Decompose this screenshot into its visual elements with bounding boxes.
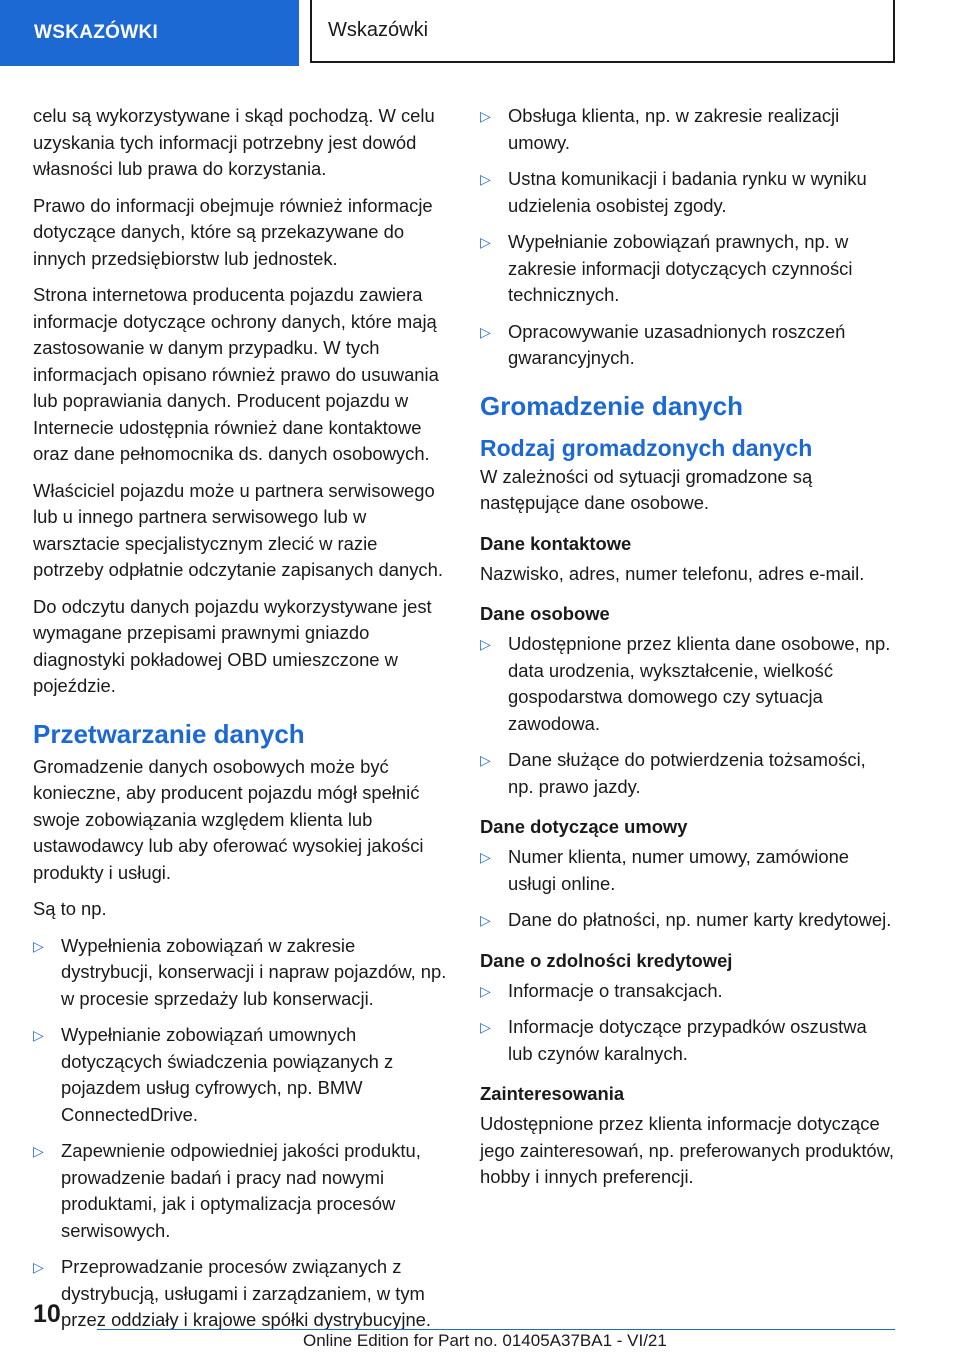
triangle-bullet-icon: ▷ (480, 752, 491, 768)
personal-list (480, 631, 896, 800)
list-item: ▷ Informacje o transakcjach. (480, 978, 896, 1005)
list-item: ▷ Przeprowadzanie procesów związanych z dystrybucją, usługami i zarządzaniem, w tym przez oddziały i krajowe spółki dystrybucyjne. (33, 1256, 432, 1330)
paragraph: Gromadzenie danych osobowych może być konieczne, aby producent pojazdu mógł spełnić swoje zobowiązania względem klienta lub ustawodawcy lub aby oferować wysokiej jakości produkty i usługi. (33, 755, 424, 883)
triangle-bullet-icon: ▷ (33, 937, 44, 954)
paragraph: W zależności od sytuacji gromadzone są następujące dane osobowe. (480, 465, 813, 513)
page-header (0, 0, 960, 66)
triangle-bullet-icon: ▷ (480, 912, 491, 928)
subheading-contract: Dane dotyczące umowy (480, 816, 688, 837)
subheading-credit: Dane o zdolności kredytowej (480, 949, 733, 971)
paragraph: Są to np. (33, 898, 107, 919)
paragraph: Do odczytu danych pojazdu wykorzystywane jest wymagane przepisami prawnymi gniazdo diagnostyki pokładowej OBD umieszczone w pojeździe. (33, 595, 432, 696)
triangle-bullet-icon: ▷ (33, 1027, 44, 1043)
paragraph: Nazwisko, adres, numer telefonu, adres e-mail. (480, 562, 865, 584)
list-item: ▷ Ustna komunikacji i badania rynku w wyniku udzielenia osobistej zgody. (480, 168, 867, 216)
list-item: ▷ Zapewnienie odpowiedniej jakości produktu, prowadzenie badań i pracy nad nowymi produktami, jak i optymalizacja procesów serwisowych. (33, 1140, 421, 1241)
list-item: ▷ Wypełnianie zobowiązań umownych dotyczących świadczenia powiązanych z pojazdem usług cyfrowych, np. BMW ConnectedDrive. (33, 1024, 394, 1125)
triangle-bullet-icon: ▷ (480, 234, 491, 250)
triangle-bullet-icon: ▷ (480, 982, 491, 999)
list-item: ▷ Numer klienta, numer umowy, zamówione usługi online. (480, 846, 850, 894)
section-heading-collection: Gromadzenie danych (480, 390, 743, 421)
footer-edition: Online Edition for Part no. 01405A37BA1 - VI/21 (303, 1331, 667, 1350)
triangle-bullet-icon: ▷ (480, 108, 491, 124)
footer-divider (97, 1329, 895, 1330)
paragraph: Prawo do informacji obejmuje również informacje dotyczące danych, które są przekazywane do innych przedsiębiorstw lub jednostek. (33, 194, 433, 269)
section-heading-processing: Przetwarzanie danych (33, 718, 305, 749)
processing-list (33, 933, 449, 1334)
subsection-heading-types: Rodzaj gromadzonych danych (480, 434, 813, 461)
paragraph: Udostępnione przez klienta informacje dotyczące jego zainteresowań, np. preferowanych produktów, hobby i innych preferencji. (480, 1113, 895, 1187)
triangle-bullet-icon: ▷ (33, 1259, 44, 1275)
section-tab: WSKAZÓWKI (0, 0, 299, 66)
list-item: ▷ Obsługa klienta, np. w zakresie realizacji umowy. (480, 105, 840, 153)
list-item: ▷ Wypełnienia zobowiązań w zakresie dystrybucji, konserwacji i napraw pojazdów, np. w procesie sprzedaży lub konserwacji. (33, 934, 447, 1009)
page-number: 10 (33, 1300, 61, 1328)
paragraph: Właściciel pojazdu może u partnera serwisowego lub u innego partnera serwisowego lub w warsztacie specjalistycznym zlecić w razie potrzeby odpłatnie odczytanie zapisanych danych. (33, 479, 443, 580)
left-column (33, 103, 449, 1344)
processing-list-continued (480, 103, 896, 372)
subheading-contact: Dane kontaktowe (480, 532, 632, 554)
triangle-bullet-icon: ▷ (480, 636, 491, 652)
chapter-title: Wskazówki (310, 0, 895, 63)
triangle-bullet-icon: ▷ (480, 1019, 491, 1035)
contract-list (480, 844, 896, 934)
right-column (480, 103, 896, 1201)
triangle-bullet-icon: ▷ (33, 1143, 44, 1159)
list-item: ▷ Udostępnione przez klienta dane osobowe, np. data urodzenia, wykształcenie, wielkość gospodarstwa domowego czy sytuacja zawodowa. (480, 633, 891, 734)
list-item: ▷ Wypełnianie zobowiązań prawnych, np. w zakresie informacji dotyczących czynności technicznych. (480, 231, 853, 305)
subheading-interests: Zainteresowania (480, 1083, 625, 1104)
credit-list (480, 978, 896, 1068)
paragraph: Strona internetowa producenta pojazdu zawiera informacje dotyczące ochrony danych, które mają zastosowanie w danym przypadku. W tych informacjach opisano również prawo do usuwania lub poprawiania danych. Producent pojazdu w Internecie udostępnia również dane kontaktowe oraz dane pełnomocnika ds. danych osobowych. (33, 284, 439, 464)
list-item: ▷ Opracowywanie uzasadnionych roszczeń gwarancyjnych. (480, 320, 846, 368)
triangle-bullet-icon: ▷ (480, 849, 491, 865)
subheading-personal: Dane osobowe (480, 603, 610, 624)
list-item: ▷ Dane do płatności, np. numer karty kredytowej. (480, 907, 896, 934)
list-item: ▷ Informacje dotyczące przypadków oszustwa lub czynów karalnych. (480, 1016, 867, 1064)
list-item: ▷ Dane służące do potwierdzenia tożsamości, np. prawo jazdy. (480, 749, 866, 797)
paragraph: celu są wykorzystywane i skąd pochodzą. W celu uzyskania tych informacji potrzebny jest dowód własności lub prawa do korzystania. (33, 105, 435, 179)
triangle-bullet-icon: ▷ (480, 171, 491, 187)
triangle-bullet-icon: ▷ (480, 323, 491, 340)
